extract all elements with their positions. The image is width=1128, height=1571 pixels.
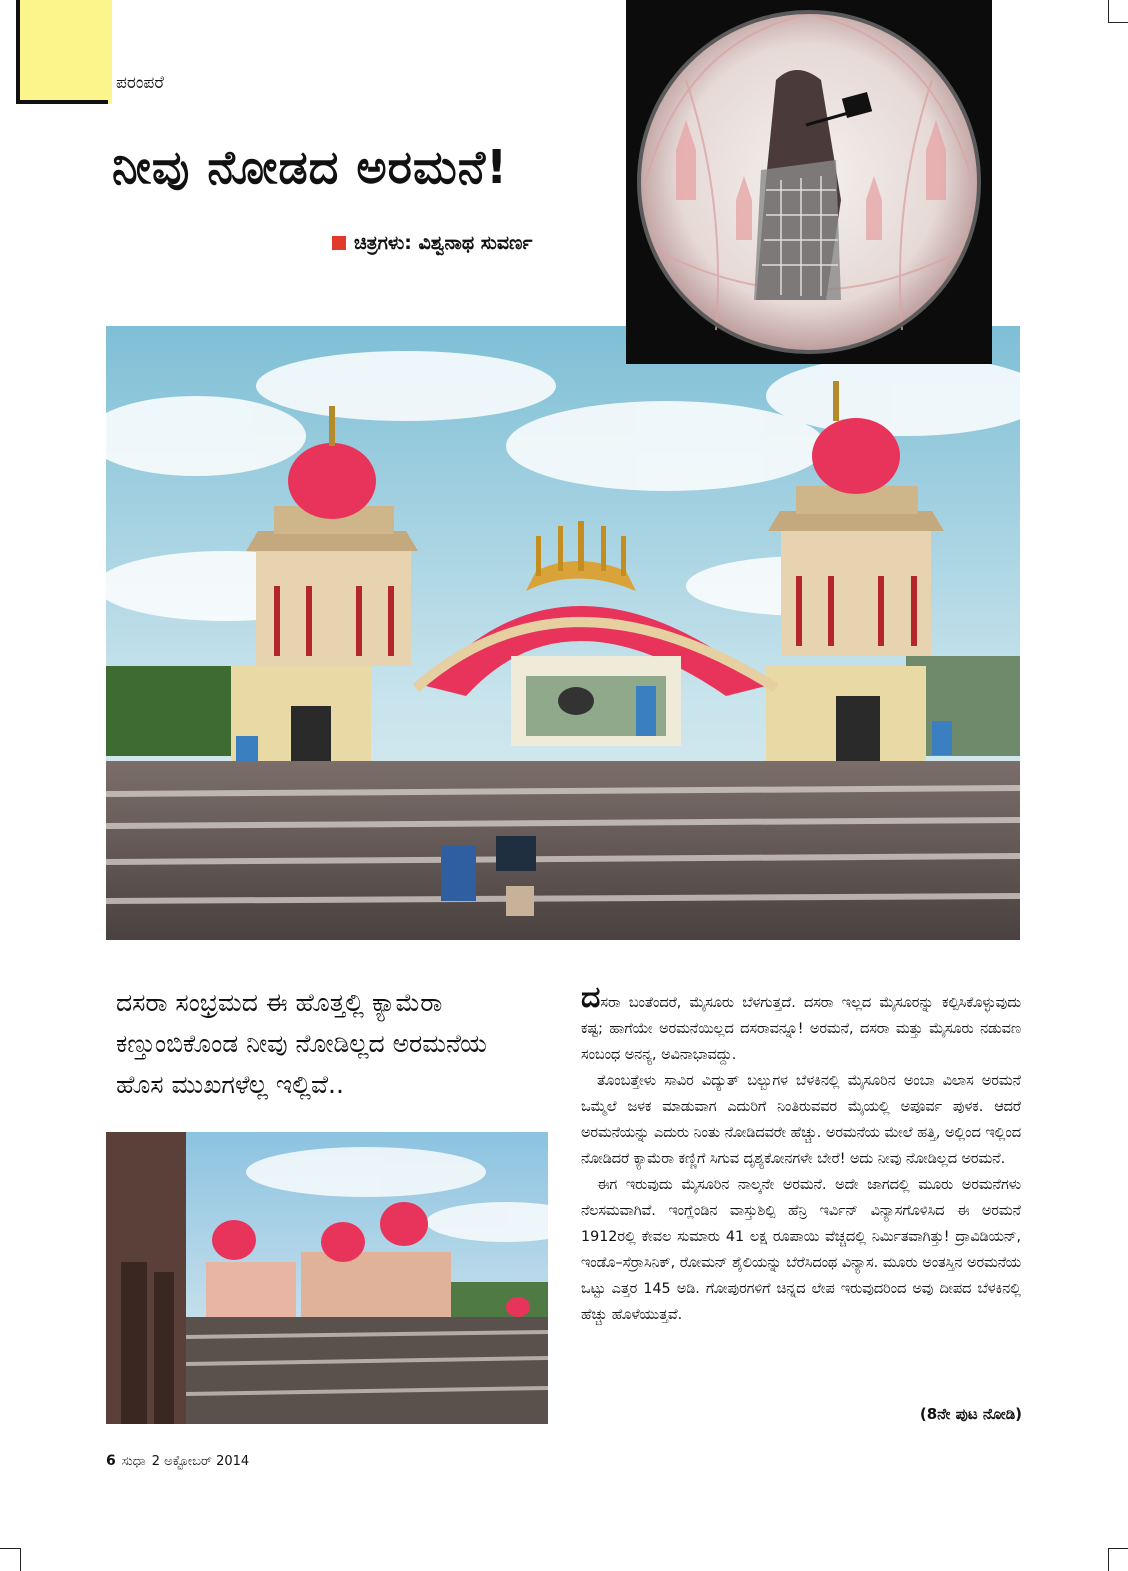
drop-cap: ದ xyxy=(581,980,601,1015)
page-footer xyxy=(106,1453,249,1469)
body-paragraph xyxy=(581,980,1021,1068)
crop-mark xyxy=(1108,0,1109,22)
crop-mark xyxy=(0,1548,20,1549)
palace-rooftop-photo xyxy=(106,326,1020,940)
magazine-name: ಸುಧಾ xyxy=(121,1454,146,1469)
photo-credit-text: ಚಿತ್ರಗಳು: ವಿಶ್ವನಾಥ ಸುವರ್ಣ xyxy=(354,232,533,254)
photo-credit xyxy=(332,232,532,254)
crop-mark xyxy=(1108,1548,1128,1549)
crop-mark xyxy=(1108,22,1128,23)
article-lead: ದಸರಾ ಸಂಭ್ರಮದ ಈ ಹೊತ್ತಲ್ಲಿ ಕ್ಯಾಮೆರಾ ಕಣ್ತುಂಬಿಕೊಂಡ ನೀವು ನೋಡಿಲ್ಲದ ಅರಮನೆಯ ಹೊಸ ಮುಖಗಳೆಲ್ಲ ಇಲ್ಲಿವೆ.. xyxy=(116,988,487,1099)
body-paragraph-text: ಸರಾ ಬಂತೆಂದರೆ, ಮೈಸೂರು ಬೆಳಗುತ್ತದೆ. ದಸರಾ ಇಲ್ಲದ ಮೈಸೂರನ್ನು ಕಲ್ಪಿಸಿಕೊಳ್ಳುವುದು ಕಷ್ಟ; ಹಾಗೆಯೇ ಅರಮನೆಯಿಲ್ಲದ ದಸರಾವನ್ನೂ! ಅರಮನೆ, ದಸರಾ ಮತ್ತು ಮೈಸೂರು ನಡುವಣ ಸಂಬಂಧ ಅನನ್ಯ, ಅವಿನಾಭಾವದ್ದು. xyxy=(581,995,1021,1063)
crop-mark xyxy=(20,1548,21,1571)
page-number: 6 xyxy=(106,1453,116,1469)
article-body xyxy=(581,980,1022,1328)
fisheye-photo xyxy=(626,0,992,364)
page-title: ನೀವು ನೋಡದ ಅರಮನೆ! xyxy=(112,140,509,194)
body-paragraph: ಈಗ ಇರುವುದು ಮೈಸೂರಿನ ನಾಲ್ಕನೇ ಅರಮನೆ. ಅದೇ ಜಾಗದಲ್ಲಿ ಮೂರು ಅರಮನೆಗಳು ನೆಲಸಮವಾಗಿವೆ. ಇಂಗ್ಲೆಂಡಿನ ವಾಸ್ತುಶಿಲ್ಪಿ ಹೆನ್ರಿ ಇರ್ವಿನ್ ವಿನ್ಯಾಸಗೊಳಿಸಿದ ಈ ಅರಮನೆ 1912ರಲ್ಲಿ ಕೇವಲ ಸುಮಾರು 41 ಲಕ್ಷ ರೂಪಾಯಿ ವೆಚ್ಚದಲ್ಲಿ ನಿರ್ಮಿತವಾಗಿತ್ತು! ದ್ರಾವಿಡಿಯನ್, ಇಂಡೊ–ಸೆರ್ರಾಸಿನಿಕ್, ರೋಮನ್ ಶೈಲಿಯನ್ನು ಬೆರೆಸಿದಂಥ ವಿನ್ಯಾಸ. ಮೂರು ಅಂತಸ್ತಿನ ಅರಮನೆಯ ಒಟ್ಟು ಎತ್ತರ 145 ಅಡಿ. ಗೋಪುರಗಳಿಗೆ ಚಿನ್ನದ ಲೇಪ ಇರುವುದರಿಂದ ಅವು ದೀಪದ ಬೆಳಕಿನಲ್ಲಿ ಹೆಚ್ಚು ಹೊಳೆಯುತ್ತವೆ. xyxy=(581,1177,1021,1323)
section-color-block xyxy=(16,0,112,104)
section-label: ಪರಂಪರೆ xyxy=(116,73,164,93)
palace-domes-photo xyxy=(106,1132,548,1424)
section-rule xyxy=(16,100,108,104)
body-paragraph: ತೊಂಬತ್ತೇಳು ಸಾವಿರ ವಿದ್ಯುತ್ ಬಲ್ಬುಗಳ ಬೆಳಕಿನಲ್ಲಿ ಮೈಸೂರಿನ ಅಂಬಾ ವಿಲಾಸ ಅರಮನೆ ಒಮ್ಮೆಲೆ ಜಳಕ ಮಾಡುವಾಗ ಎದುರಿಗೆ ನಿಂತಿರುವವರ ಮೈಯಲ್ಲಿ ಅಪೂರ್ವ ಪುಳಕ. ಆದರೆ ಅರಮನೆಯನ್ನು ಎದುರು ನಿಂತು ನೋಡಿದವರೇ ಹೆಚ್ಚು. ಅರಮನೆಯ ಮೇಲೆ ಹತ್ತಿ, ಅಲ್ಲಿಂದ ಇಲ್ಲಿಂದ ನೋಡಿದರೆ ಕ್ಯಾಮೆರಾ ಕಣ್ಣಿಗೆ ಸಿಗುವ ದೃಶ್ಯಕೋನಗಳೇ ಬೇರೆ! ಅದು ನೀವು ನೋಡಿಲ್ಲದ ಅರಮನೆ. xyxy=(581,1073,1022,1167)
continued-note: (8ನೇ ಪುಟ ನೋಡಿ) xyxy=(919,1405,1022,1423)
crop-mark xyxy=(1108,1548,1109,1571)
issue-date: 2 ಅಕ್ಟೋಬರ್ 2014 xyxy=(151,1454,250,1469)
bullet-square-icon xyxy=(332,236,346,250)
